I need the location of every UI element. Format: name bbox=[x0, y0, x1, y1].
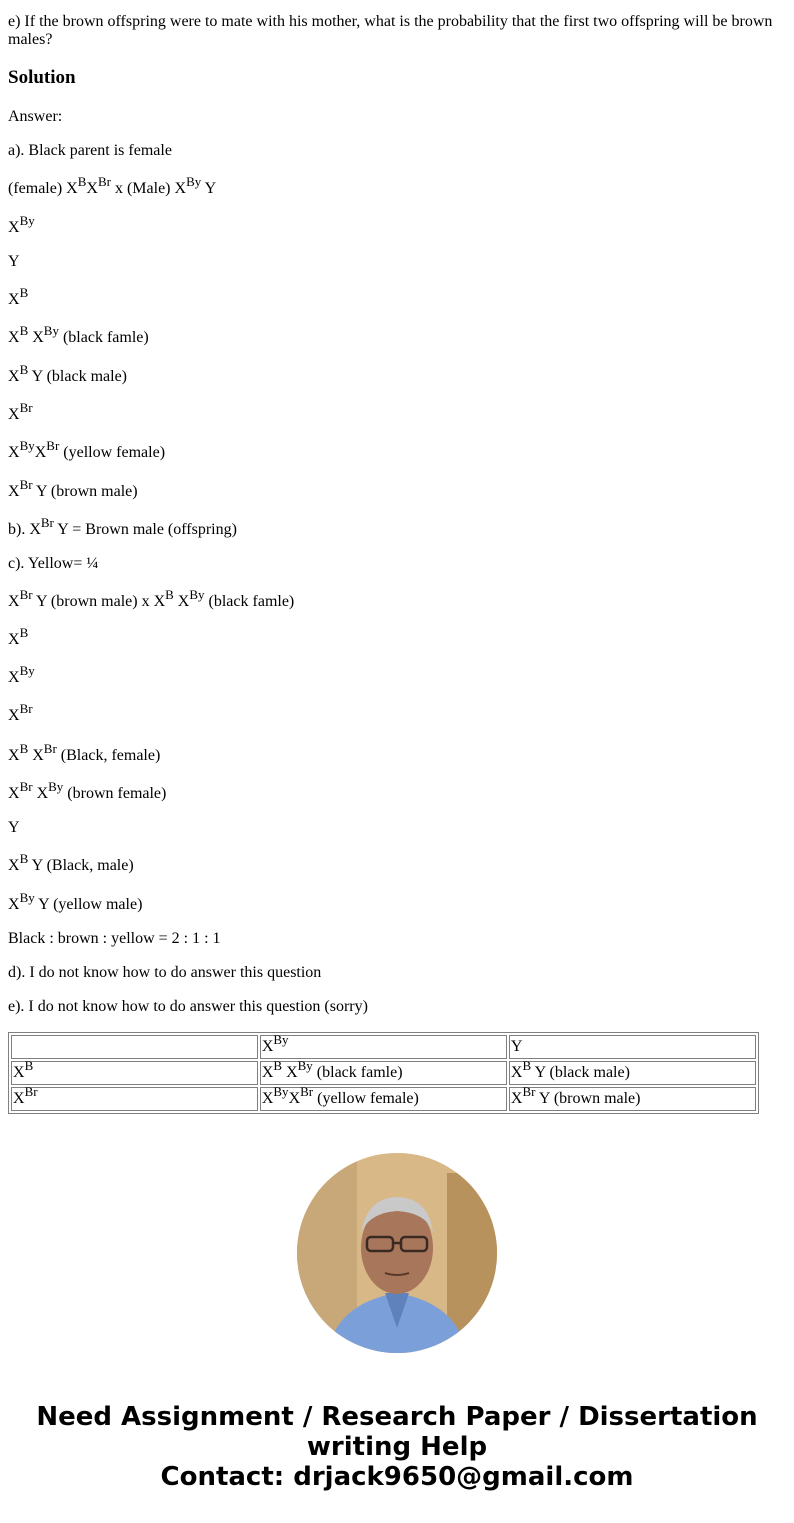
table-cell-empty bbox=[11, 1035, 258, 1059]
genotype-black-male-2: $X^B$ Y (Black, male) bbox=[8, 850, 134, 874]
allele-y: Y bbox=[8, 253, 20, 270]
table-cell: $X^{Br}$ bbox=[11, 1087, 258, 1111]
answer-label: Answer: bbox=[8, 108, 63, 125]
allele-xbr-2: $X^{Br}$ bbox=[8, 700, 33, 724]
part-a-intro: a). Black parent is female bbox=[8, 142, 172, 159]
promo-contact: Contact: drjack9650@gmail.com bbox=[160, 1462, 634, 1492]
solution-heading: Solution bbox=[8, 67, 76, 88]
author-avatar bbox=[297, 1153, 497, 1353]
genotype-yellow-female: $X^{By}X^{Br}$ (yellow female) bbox=[8, 437, 166, 461]
promo-line-2: writing Help bbox=[306, 1432, 488, 1462]
table-cell: $X^{By}$ bbox=[260, 1035, 507, 1059]
part-d-line: d). I do not know how to do answer this question bbox=[8, 964, 322, 981]
promo-line-1: Need Assignment / Research Paper / Dissertation bbox=[36, 1402, 758, 1432]
table-cell: $X^{By}X^{Br}$ (yellow female) bbox=[260, 1087, 507, 1111]
genotype-yellow-male: $X^{By}$ Y (yellow male) bbox=[8, 889, 143, 913]
ratio-line: Black : brown : yellow = 2 : 1 : 1 bbox=[8, 930, 221, 947]
allele-xbr: $X^{Br}$ bbox=[8, 399, 33, 423]
question-e-text: e) If the brown offspring were to mate with his mother, what is the probability that the first two offspring will be brown males? bbox=[8, 13, 773, 48]
allele-xb-2: $X^B$ bbox=[8, 624, 29, 648]
genotype-black-female: $X^B$ $X^{By}$ (black famle) bbox=[8, 322, 149, 346]
genotype-brown-female: $X^{Br}$ $X^{By}$ (brown female) bbox=[8, 778, 167, 802]
cross-2: $X^{Br}$ Y (brown male) x $X^B$ $X^{By}$ (black famle) bbox=[8, 586, 295, 610]
allele-xb: $X^B$ bbox=[8, 284, 29, 308]
table-row bbox=[11, 1087, 756, 1111]
table-cell: $X^B$ Y (black male) bbox=[509, 1061, 756, 1085]
table-cell: Y bbox=[509, 1035, 756, 1059]
table-row bbox=[11, 1035, 756, 1059]
table-cell: $X^B$ bbox=[11, 1061, 258, 1085]
promo-banner bbox=[0, 1402, 794, 1492]
cross-1: (female) $X^BX^{Br}$ x (Male) $X^{By}$ Y bbox=[8, 173, 217, 197]
allele-xby-2: $X^{By}$ bbox=[8, 662, 35, 686]
part-b-line: b). $X^{Br}$ Y = Brown male (offspring) bbox=[8, 514, 237, 538]
table-cell: $X^B$ $X^{By}$ (black famle) bbox=[260, 1061, 507, 1085]
genotype-brown-male: $X^{Br}$ Y (brown male) bbox=[8, 476, 138, 500]
table-cell: $X^{Br}$ Y (brown male) bbox=[509, 1087, 756, 1111]
genotype-black-female-2: $X^B$ $X^{Br}$ (Black, female) bbox=[8, 740, 161, 764]
part-c-line: c). Yellow= ¼ bbox=[8, 555, 99, 572]
table-row bbox=[11, 1061, 756, 1085]
part-e-line: e). I do not know how to do answer this question (sorry) bbox=[8, 998, 368, 1015]
allele-xby: $X^{By}$ bbox=[8, 212, 35, 236]
genotype-black-male: $X^B$ Y (black male) bbox=[8, 361, 127, 385]
punnett-square-table bbox=[8, 1032, 759, 1114]
avatar-portrait-icon bbox=[297, 1153, 497, 1353]
allele-y-2: Y bbox=[8, 819, 20, 836]
